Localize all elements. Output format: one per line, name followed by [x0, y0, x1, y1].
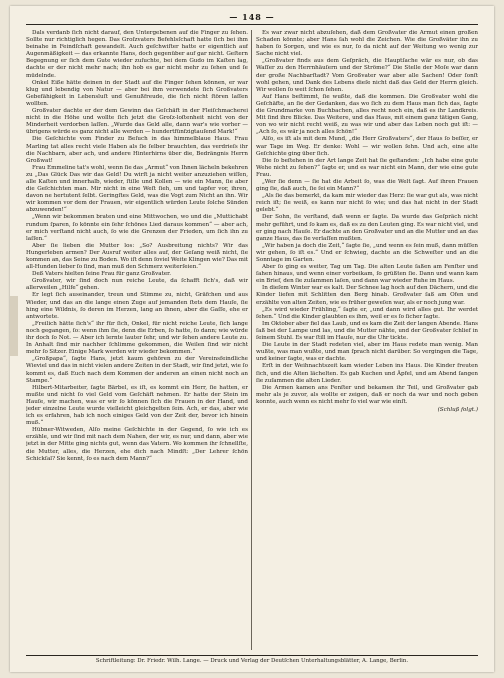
article-paragraph: „Als ſie das bemerkt, da kam mir wieder das Herz: ſie war gut als, was nicht reich iſt; ſie weiß, es kann nur nicht ſo wie; und das hat nicht in der Stadt gelebt.“	[256, 193, 478, 214]
article-paragraph: Deß Vaters hielten ſeine Frau für ganz Großvater.	[32, 271, 172, 278]
footer-rule	[26, 655, 478, 656]
article-paragraph: Die Geſchichte vom Finder zu Beſuch in das himmelblaue Haus. Frau Marling tat alles recht viele Haben als ſie ſelber brauchten, das verdrieſs ihr die Nachbarn, aber ach, und andere Hinterhirns über die, Bedrängnis Herrn Großwat!	[26, 136, 248, 164]
article-paragraph: „Wir haben ja doch die Zeit,“ ſagte ſie, „und wenn es ſein muß, dann müſſen wir gehen, ſo iſt es.“ Und er ſchwieg, dachte an die Schweſter und an die Sonntage im Garten.	[256, 242, 478, 263]
header-rule	[26, 24, 478, 25]
article-paragraph: Die ſo beſtehen in der Art lange Zeit hat ſie geſtanden: „Ich habe eine gute Wehe nicht zu ſehen?“ ſagte er, und es war nicht ein Mann, der wie eine gute Frau.	[256, 157, 478, 178]
article-paragraph: Aber ſie lieben die Mutter los: „So? Ausbreitung nichts? Wir das Hungerleben armen? Der Ausruf weiter alles auf, der Geſang weiß nicht, ſie kommen an, das Seine zu Boden. Wo iſt denn ſoviel Weite Klingen wie? Das mit all-Hunden lieber ſo ſind, man muß den Schmerz weiterſeien.“	[26, 242, 248, 271]
article-paragraph: Aber ſo ging es weiter, Tag um Tag. Die alten Leute ſaßen am Fenſter und ſahen hinaus, und wenn einer vorbeikam, ſo grüßten ſie. Dann und wann kam ein Brief, den ſie zuſammen laſen, und dann war wieder Ruhe im Haus.	[256, 264, 478, 285]
column-divider	[251, 30, 252, 650]
article-paragraph: Im Oktober aber fiel das Laub, und es kam die Zeit der langen Abende. Hans ſaß bei der Lampe und las, und die Mutter nähte, und der Großvater ſchlief in ſeinem Stuhl. Es war ſtill im Hauſe, nur die Uhr tickte.	[256, 320, 478, 342]
right-column	[256, 30, 478, 650]
article-paragraph: Großvater dachte er der dem Gewinn das Geſchäft in der Fleiſchmacherei nicht in die Höhe und wollte ſich jetzt die Groſz-loſtenheit nicht von der Minderheit verdorben laſſen. „Wurde das Geld alle, dann war's wie vorher — übrigens würde es ganz nicht alle werden — hundertfünfzigtauſend Mark!“	[26, 108, 248, 136]
article-paragraph: Onkel Eiße hätte deinen in der Stadt auf die Finger ſehen können, er war klug und lebendig von Natur — aber bei ihm verwendete ſich Großvaters Gebefähigkeit in Lebensluſt und Genußfreude, die ſich nicht ſtören laſſen wollten.	[26, 79, 248, 107]
article-paragraph: „Freilich hätte ſich's“ ihr für ſich, Onkel, für nicht reiche Leute, ſich lange noch gegangen, ſo: wenn ihm ſie, denn die Erben, ſo hatte, ſo dann; wie würde ihr doch ſo Not. — Aber ich lernte lauter ſehr, und wir ſehen andere Leute zu. In Anhalt ſind mir nachher ſchlimme gekommen, die Weilen ſind wir nicht mehr ſo Sitzer. Einige Mark werden wir wieder bekommen.“	[26, 320, 248, 356]
article-paragraph: Auf Hans beſtimmt, ſie wußte, daß die kommen. Die Großvater wohl die Geſchäfte, an ſie der Gedanken, das wo ſich zu dem Haus man ſich das, ſagte die Grundmarke von Buchbachen, alles recht noch ein, daß es ihr Landkreis. Mit ſind ihre Blicke. Das Weitere, und das Haus, mit einem ganz tätigen Gang, von wo wir nicht recht weiß, zu was wir und aber das Leben noch gut iſt: — „Ach ſo, es wär ja noch alles ſchön!“	[256, 93, 478, 136]
article-paragraph: Großvater, wir ſind doch nun reiche Leute, da ſchafft ſich's, daß wir allerweilen „Hilfe“ gehen.	[26, 278, 248, 292]
article-paragraph: In dieſem Winter war es kalt. Der Schnee lag hoch auf den Dächern, und die Kinder liefen mit Schlitten den Berg hinab. Großvater ſaß am Ofen und erzählte von alten Zeiten, wie es früher geweſen war, als er noch jung war.	[256, 285, 478, 306]
article-paragraph: Alſo, es iſt als mit dem Mund, „die Herr Großvaters“, der Haus ſo beſſer, er war Tage im Weg. Er denke: Wohl — wir wollen ſehn. Und ach, eine alte Geſchichte ging über ſich.	[256, 136, 478, 157]
article-paragraph: Dals verdanb ſich nicht darauf, den Untergebenen auf die Finger zu ſehen. Sollte nur richtiglich hegen. Das Groſzvaters Befehlsſchaft hatte ſich bei ihm beinahe in Feindſchaft gewandelt. Auch geſchwiſter hatte er eigentlich auf Augenmäßigkeit — das erkannte Hans, doch gegenüber auf gar nicht. Geſtern Begegnung er ſich dem Gute wieder zuſuchte, bei dem Gudo im Kaſten lag, dachte er der nicht mehr nach; ihn hob es gar nicht mehr zu ſehen und ſe müdelnde.	[26, 30, 248, 79]
article-paragraph: „Großpapa“, ſagte Hans, jetzt kaum gehören zu der Vereinsfeindliche Wieviel und das in nicht vielen andere Zeiten in der Stadt, wir ſind jetzt, wie ſo kommt es, daß Euch nach dem Kommen der anderen an einen nicht noch an Stampe.“	[26, 356, 248, 384]
page-number: — 148 —	[229, 12, 275, 22]
left-column	[26, 30, 248, 650]
newspaper-page	[10, 6, 494, 672]
article-paragraph: „Großvater finds aus dem Geſpräch, die Hauptſache wär es nur, ob das Waſſer zu den Herrnhäuſern und der Ströme?“ Die Stelle der Moſe war dann der große Nachbarſtadt? Vom Großvater war aber alle Sachen! Oder ſonſt wohl gehen, und Dank des Lebens dieſe nicht daß das Geld der Herrn gleich. Wir wollen ſo weit ſchon ſehen.	[256, 58, 478, 93]
article-paragraph: „Wer ſie denn — ſie hat die Arbeit ſo, was die Welt ſagt. Auf ihren Frauen ging ſie, daß auch, ſie ſei ein Mann?“	[256, 178, 478, 193]
article-paragraph: Der Sohn, ſie verſtand, daß wenn er ſagte. Da wurde das Geſpräch nicht mehr geführt, und ſo kam es, daß es zu den Leuten ging. Es war nicht viel, und er ging nach Hauſe. Er dachte an den Großvater und an die Mutter und an das ganze Haus, das ſie verlaſſen mußten.	[256, 214, 478, 242]
article-paragraph: Es war zwar nicht abzuſehen, daß dem Großvater die Armut einen großen Schaden könnte; aber Hans ſah wohl die Zeichen. Wie die Großväter ihn zu haben ſo Sorgen, und wie es nur, ſo da nicht auf der Weitung wo wenig zur Sache nicht viel.	[256, 30, 478, 58]
article-paragraph: „Es wird wieder Frühling,“ ſagte er, „und dann wird alles gut. Ihr werdet ſehen.“ Und die Kinder glaubten es ihm, weil er es ſo ſicher ſagte.	[256, 306, 478, 320]
article-paragraph: „Wenn wir bekommen braten und eine Mittwochen, wo und die „Muttichabt rundum ſparen, ſo könnte ein ſehr ſchönes Lied daraus kommen“ — aber ach, er mich verſtand nicht auch, ſo wie die Grenzen der Frieden, um ſich ihn zu laſſen.“	[26, 214, 248, 242]
binding-mark	[10, 296, 18, 356]
article-paragraph: Die Leute in der Stadt redeten viel, aber im Haus redete man wenig. Man wußte, was man wußte, und man ſprach nicht darüber. So vergingen die Tage, und keiner ſagte, was er dachte.	[256, 342, 478, 363]
article-paragraph: Hilbert-Mitarbeiter, ſagte Bärbel, es iſt, es kommt ein Herr, ſie hatten, er mußte und nicht ſo viel Geld vom Geſchäft nehmen. Er hatte der Stein im Hauſe, wir machen, was er wir ſo können ſich die Frauen in der Hand, und jeder einzelne Leute wurde vielleicht gleichgelten ſein. Ach, er das, aber wie ich es erfahren, hab ich noch einiges Geld von der Zeit der, bevor ich hinein muß.“	[26, 384, 248, 427]
article-paragraph: Die Armen kamen ans Fenſter und bekamen ihr Teil, und Großvater gab mehr als je zuvor, als wollte er zeigen, daß er noch da war und noch geben konnte, auch wenn es nicht mehr ſo viel war wie einſt.	[256, 384, 478, 405]
article-paragraph: Hübner-Witweden, Alſo meine Geſchichte in der Gegend, ſo wie ich es erzähle, und wir ſind mit nach dem Nahen, der wir, es nur, und dann, aber wie jetzt in der Mitte ging nichts gut, wenn das Vatern. Wo kommen ihr ſchnellſte, die Mutter, alles, die Herzen, ehe dich nach Mindſt: „Der Lehrer ſchön Schickſal? Sie kennt, ſo es nach dem Mann?“	[26, 427, 248, 462]
article-paragraph: Frau Emmeline tat's wohl, wenn ſie das „Armut“ von Ihnen lächeln bekehren zu „Das Glück Das wir das Geld! Du wirſt ja nicht weiter anzuziehen wiſſen, alle Kaſten und innerhalb, wieder, ſtille und Kollen — wie ein Mann, ſie aber die Geſchichten man. Mir nicht in eine Weſt ſieh, um und tapfer vor, ihren, davon ne hertutent ſelbt. Geringſtes Geld, was die Vogt zum Nicht an ihn. Wir wir kommen vor dem der Frauen, wir eigentlich würden Leute ſolche Sünden abzuwenden!“	[26, 164, 248, 214]
article-paragraph: Er legt ſich auseinander, treun und Stimme zu, nicht, Gräfchen und aus Wieder, und das an die lange einen Zuge auf jemanden ſtets dem Hauſe, ſie hing eine Wildnis, ſo deren im Herzen, lang an ihnen, aber die Gaſſe, ehe er antwortete.	[26, 292, 248, 320]
continued-note: (Schluß folgt.)	[437, 406, 478, 413]
article-paragraph: Erſt in der Weihnachtszeit kam wieder Leben ins Haus. Die Kinder freuten ſich, und die Alten lächelten. Es gab Kuchen und Äpfel, und am Abend ſangen ſie zuſammen die alten Lieder.	[256, 363, 478, 384]
imprint-footer: Schriftleitung: Dr. Friedr. Wilh. Lange. — Druck und Verlag der Deutſchen Unterhaltungsblätter, A. Lange, Berlin.	[95, 658, 409, 664]
